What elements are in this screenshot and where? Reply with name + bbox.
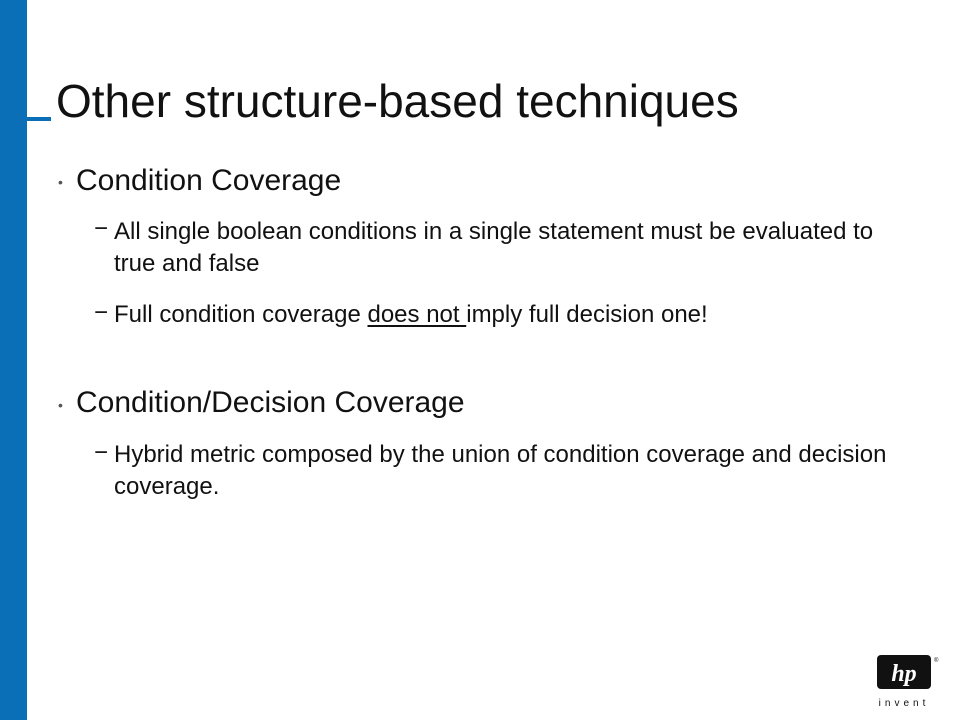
svg-text:hp: hp bbox=[891, 661, 917, 687]
bullet-icon: • bbox=[58, 397, 63, 413]
dash-icon: − bbox=[94, 299, 109, 326]
bullet-condition-coverage: Condition Coverage bbox=[76, 164, 342, 197]
svg-text:invent: invent bbox=[878, 698, 930, 709]
dash-icon: − bbox=[94, 215, 109, 242]
subitem-full-condition-coverage bbox=[114, 299, 914, 331]
bullet-condition-decision-coverage: Condition/Decision Coverage bbox=[76, 386, 465, 419]
subitem-text-before: Full condition coverage bbox=[114, 301, 368, 328]
bullet-icon: • bbox=[58, 174, 63, 190]
subitem-hybrid-metric: Hybrid metric composed by the union of condition coverage and decision coverage. bbox=[114, 441, 887, 500]
subitem-text-after: imply full decision one! bbox=[466, 301, 708, 328]
slide-title: Other structure-based techniques bbox=[56, 75, 739, 127]
hp-invent-logo bbox=[876, 654, 940, 710]
left-accent-bar bbox=[0, 0, 27, 720]
dash-icon: − bbox=[94, 439, 109, 466]
underlined-emphasis: does not bbox=[367, 301, 467, 328]
title-accent-tab bbox=[27, 117, 51, 121]
svg-text:®: ® bbox=[934, 658, 939, 664]
subitem-single-conditions: All single boolean conditions in a single statement must be evaluated to true and false bbox=[114, 218, 874, 277]
